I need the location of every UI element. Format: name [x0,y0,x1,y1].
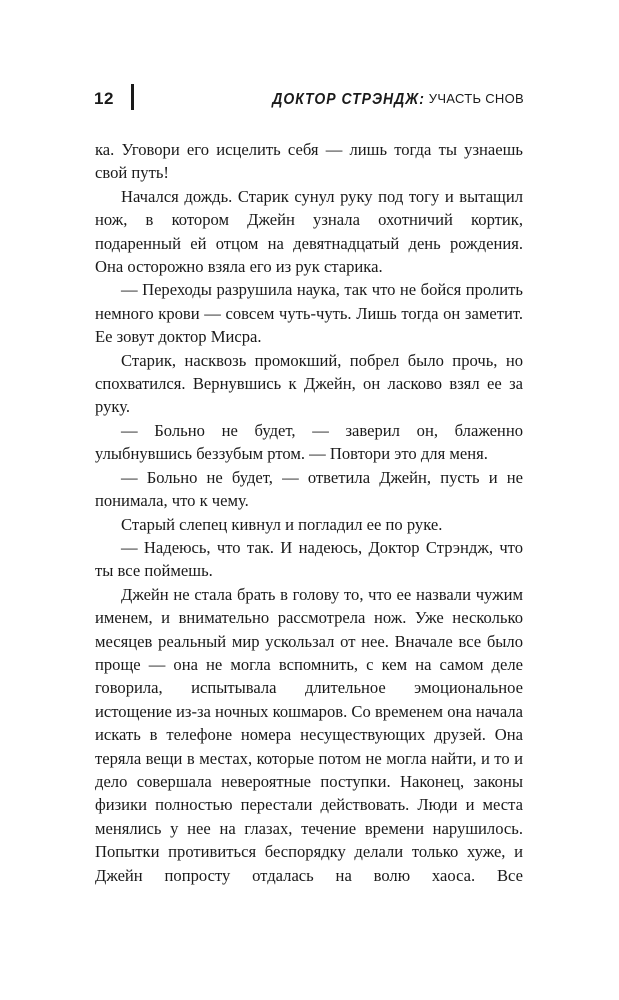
paragraph: Начался дождь. Старик сунул руку под тогу и вытащил нож, в котором Джейн узнала охотничий кортик, подаренный ей отцом на девятнадцатый день рождения. Она осторожно взяла его из рук старика. [95,186,523,277]
paragraph: — Больно не будет, — ответила Джейн, пусть и не понимала, что к чему. [95,467,523,511]
header-divider [131,84,134,110]
paragraph: — Больно не будет, — заверил он, блаженно улыбнувшись беззубым ртом. — Повтори это для меня. [95,420,523,464]
paragraph: Джейн не стала брать в голову то, что ее назвали чужим именем, и внимательно рассмотрела нож. Уже несколько месяцев реальный мир ускользал от нее. Вначале все было проще — она не могла вспомнить, с кем на самом деле говорила, испытывала длительное эмоциональное истощение из-за ночных кошмаров. Со временем она начала искать в телефоне номера несуществующих друзей. Она теряла вещи в местах, которые потом не могла найти, и то и дело совершала невероятные поступки. Наконец, законы физики полностью перестали действовать. Люди и места менялись у нее на глазах, течение времени нарушилось. Попытки противиться беспорядку делали только хуже, и Джейн попросту отдалась на волю хаоса. Все [95,584,523,885]
running-header [0,0,619,130]
page-body-text [95,138,523,887]
paragraph: Старый слепец кивнул и погладил ее по руке. [121,514,443,534]
paragraph: — Надеюсь, что так. И надеюсь, Доктор Стрэндж, что ты все поймешь. [95,537,523,581]
paragraph: ка. Уговори его исцелить себя — лишь тогда ты узнаешь свой путь! [95,140,523,183]
paragraph: — Переходы разрушила наука, так что не бойся пролить немного крови — совсем чуть-чуть. Лишь тогда он заметит. Ее зовут доктор Мисра. [95,280,523,347]
paragraph: Старик, насквозь промокший, побрел было прочь, но спохватился. Вернувшись к Джейн, он ласково взял ее за руку. [95,350,523,417]
page-number: 12 [94,89,114,108]
running-title [272,90,524,106]
book-subtitle: УЧАСТЬ СНОВ [428,91,524,106]
book-title: ДОКТОР СТРЭНДЖ: [272,88,425,108]
